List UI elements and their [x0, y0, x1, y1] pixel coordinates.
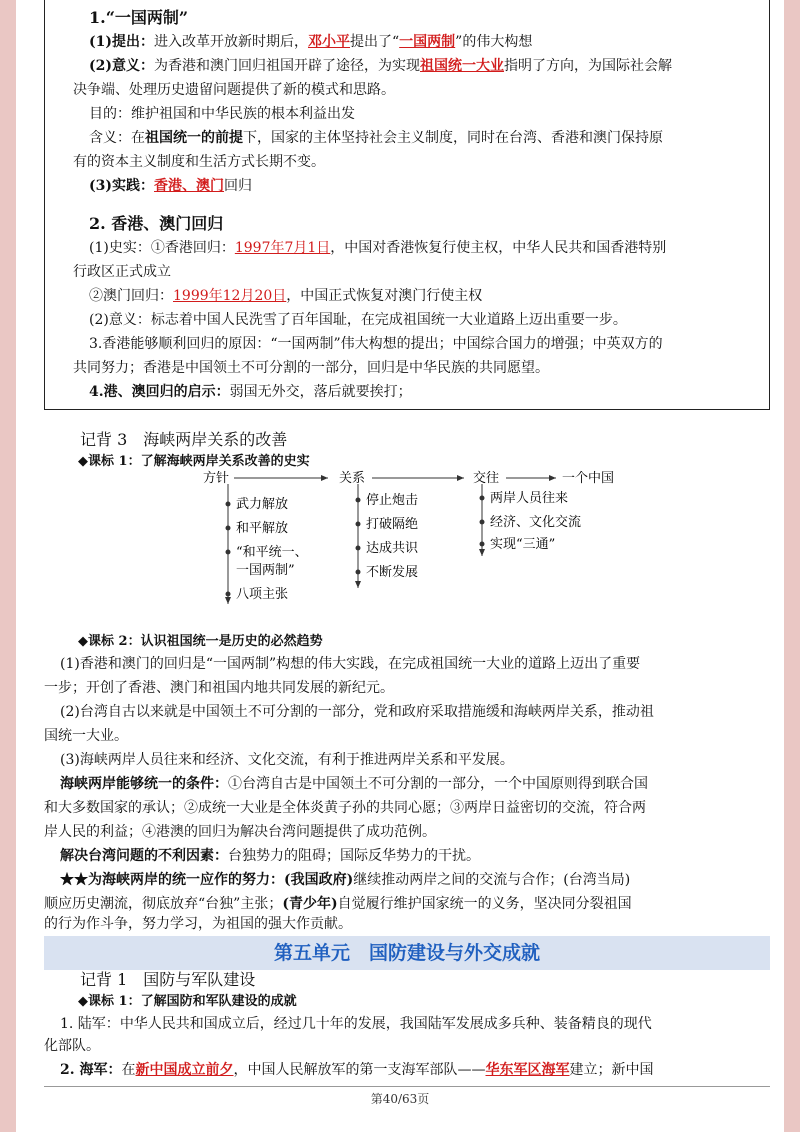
- note3-p6c: 的行为作斗争，努力学习，为祖国的强大作贡献。: [44, 916, 352, 932]
- note3-p3: (3)海峡两岸人员往来和经济、文化交流，有利于推进两岸关系和平发展。: [60, 752, 514, 768]
- footer-divider: [44, 1086, 770, 1087]
- navy-line: 2. 海军：在新中国成立前夕，中国人民解放军的第一支海军部队——华东军区海军建立；新中国: [60, 1062, 654, 1078]
- policy-2: 和平解放: [236, 521, 289, 536]
- note3-p4a: 海峡两岸能够统一的条件：①台湾自古是中国领土不可分割的一部分，一个中国原则得到联合国: [60, 776, 648, 792]
- unit5-banner: 第五单元 国防建设与外交成就: [44, 936, 770, 970]
- note3-standard1: ◆课标 1：了解海峡两岸关系改善的史实: [78, 454, 310, 469]
- relation-3: 达成共识: [366, 541, 419, 556]
- section-title-return: 2. 香港、澳门回归: [89, 214, 224, 233]
- meaning-line-cont: 有的资本主义制度和生活方式长期不变。: [73, 154, 325, 170]
- lesson-line: 4.港、澳回归的启示：弱国无外交，落后就要挨打；: [89, 384, 412, 400]
- relation-4: 不断发展: [366, 565, 419, 580]
- hk-return-line: (1)史实：①香港回归：1997年7月1日，中国对香港恢复行使主权，中华人民共和国香港特别: [89, 240, 667, 256]
- stage-policy: 方针: [202, 471, 230, 486]
- hk-return-line-cont: 行政区正式成立: [73, 264, 171, 280]
- keyword-before-prc: 新中国成立前夕: [135, 1062, 234, 1078]
- relation-1: 停止炮击: [366, 493, 419, 508]
- purpose-line: 目的：维护祖国和中华民族的根本利益出发: [89, 106, 355, 122]
- cross-strait-diagram: [186, 466, 666, 616]
- keyword-one-country: 一国两制: [399, 34, 456, 50]
- policy-3b: 一国两制”: [236, 563, 295, 578]
- practice-line: (3)实践：香港、澳门回归: [89, 178, 252, 194]
- note3-p6a: ★★为海峡两岸的统一应作的努力：(我国政府)继续推动两岸之间的交流与合作；(台湾当局): [60, 872, 631, 888]
- return-significance-line: (2)意义：标志着中国人民洗雪了百年国耻，在完成祖国统一大业道路上迈出重要一步。: [89, 312, 627, 328]
- note3-p1b: 一步；开创了香港、澳门和祖国内地共同发展的新纪元。: [44, 680, 394, 696]
- note3-standard2: ◆课标 2：认识祖国统一是历史的必然趋势: [78, 634, 323, 649]
- keyword-reunification: 祖国统一大业: [420, 58, 504, 74]
- policy-3a: “和平统一、: [236, 545, 308, 560]
- army-line-cont: 化部队。: [44, 1038, 100, 1054]
- exchange-2: 经济、文化交流: [490, 515, 582, 530]
- keyword-dengxiaoping: 邓小平: [308, 34, 350, 50]
- unit5-note1-title: 记背 1 国防与军队建设: [80, 970, 256, 989]
- note3-p6b: 顺应历史潮流，彻底放弃“台独”主张；(青少年)自觉履行维护国家统一的义务，坚决同分裂祖国: [44, 896, 632, 912]
- stage-one-china: 一个中国: [561, 471, 615, 486]
- significance-line-cont: 决争端、处理历史遗留问题提供了新的模式和思路。: [73, 82, 395, 98]
- keyword-hk-macau: 香港、澳门: [154, 178, 224, 194]
- date-macau-return: 1999年12月20日: [173, 288, 287, 304]
- document-page: [16, 0, 784, 1132]
- significance-line: (2)意义：为香港和澳门回归祖国开辟了途径，为实现祖国统一大业指明了方向，为国际社会解: [89, 58, 672, 74]
- note3-p1a: (1)香港和澳门的回归是“一国两制”构想的伟大实践，在完成祖国统一大业的道路上迈出了重要: [60, 656, 641, 672]
- page-number: 第40/63页: [370, 1092, 430, 1106]
- unit5-standard1: ◆课标 1：了解国防和军队建设的成就: [78, 994, 297, 1009]
- meaning-line: 含义：在祖国统一的前提下，国家的主体坚持社会主义制度，同时在台湾、香港和澳门保持原: [89, 130, 663, 146]
- exchange-3: 实现“三通”: [490, 537, 556, 552]
- note3-p2b: 国统一大业。: [44, 728, 128, 744]
- note3-p5: 解决台湾问题的不利因素：台独势力的阻碍；国际反华势力的干扰。: [60, 848, 480, 864]
- summary-box: [44, 0, 770, 410]
- return-reason-line-cont: 共同努力；香港是中国领土不可分割的一部分，回归是中华民族的共同愿望。: [73, 360, 549, 376]
- note3-p4b: 和大多数国家的承认；②成统一大业是全体炎黄子孙的共同心愿；③两岸日益密切的交流，符合两: [44, 800, 646, 816]
- note3-p2a: (2)台湾自古以来就是中国领土不可分割的一部分，党和政府采取措施缓和海峡两岸关系，推动祖: [60, 704, 654, 720]
- note3-p4c: 岸人民的利益；④港澳的回归为解决台湾问题提供了成功范例。: [44, 824, 436, 840]
- exchange-1: 两岸人员往来: [490, 491, 569, 506]
- stage-relations: 关系: [338, 471, 366, 486]
- return-reason-line: 3.香港能够顺利回归的原因：“一国两制”伟大构想的提出；中国综合国力的增强；中英双方的: [89, 336, 663, 352]
- section-title-one-country: 1.“一国两制”: [89, 8, 189, 27]
- policy-4: 八项主张: [236, 587, 289, 602]
- proposal-line: (1)提出：进入改革开放新时期后，邓小平提出了“一国两制”的伟大构想: [89, 34, 533, 50]
- macau-return-line: ②澳门回归：1999年12月20日，中国正式恢复对澳门行使主权: [89, 288, 483, 304]
- note3-title: 记背 3 海峡两岸关系的改善: [80, 430, 288, 449]
- keyword-east-china-navy: 华东军区海军: [485, 1062, 570, 1078]
- date-hk-return: 1997年7月1日: [234, 240, 331, 256]
- policy-1: 武力解放: [236, 497, 289, 512]
- army-line: 1. 陆军：中华人民共和国成立后，经过几十年的发展，我国陆军发展成多兵种、装备精良的现代: [60, 1016, 652, 1032]
- relation-2: 打破隔绝: [366, 517, 419, 532]
- stage-exchange: 交往: [472, 471, 500, 486]
